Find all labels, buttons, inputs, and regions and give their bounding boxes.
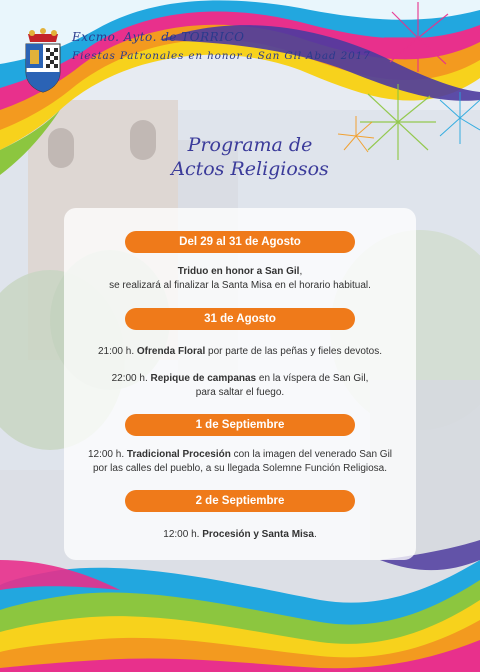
event-detail: para saltar el fuego. <box>195 387 285 398</box>
page-title <box>150 133 350 181</box>
event-title: Procesión y Santa Misa <box>202 529 314 540</box>
coat-of-arms-icon <box>20 28 66 94</box>
title-line-2: Actos Religiosos <box>171 158 329 180</box>
event-time: 12:00 h. <box>163 529 200 540</box>
event-title: Triduo en honor a San Gil <box>177 266 300 277</box>
festival-subtitle: Fiestas Patronales en honor a San Gil Abad 2017 <box>72 50 371 62</box>
municipality-name: Excmo. Ayto. de TORRICO <box>72 30 245 44</box>
event-repique: 22:00 h. Repique de campanas en la víspera de San Gil, para saltar el fuego. <box>72 372 408 400</box>
event-detail: por las calles del pueblo, a su llegada Solemne Función Religiosa. <box>92 463 388 474</box>
event-time: 12:00 h. <box>87 449 125 460</box>
event-procesion: 12:00 h. Tradicional Procesión con la imagen del venerado San Gil por las calles del pueblo, a su llegada Solemne Función Religiosa. <box>72 448 408 476</box>
title-line-1: Programa de <box>187 134 313 156</box>
header <box>72 30 371 62</box>
date-banner-3: 1 de Septiembre <box>125 414 355 436</box>
event-title: Ofrenda Floral <box>136 346 206 357</box>
date-banner-4: 2 de Septiembre <box>125 490 355 512</box>
event-time: 22:00 h. <box>111 373 148 384</box>
date-banner-1: Del 29 al 31 de Agosto <box>125 231 355 253</box>
event-triduo: Triduo en honor a San Gil, se realizará al finalizar la Santa Misa en el horario habitual. <box>72 265 408 293</box>
event-title: Repique de campanas <box>150 373 257 384</box>
event-detail: se realizará al finalizar la Santa Misa en el horario habitual. <box>109 280 371 291</box>
event-title: Tradicional Procesión <box>126 449 231 460</box>
date-banner-2: 31 de Agosto <box>125 308 355 330</box>
event-time: 21:00 h. <box>97 346 135 357</box>
event-ofrenda: 21:00 h. Ofrenda Floral por parte de las peñas y fieles devotos. <box>97 346 383 357</box>
event-misa: 12:00 h. Procesión y Santa Misa. <box>163 529 317 540</box>
